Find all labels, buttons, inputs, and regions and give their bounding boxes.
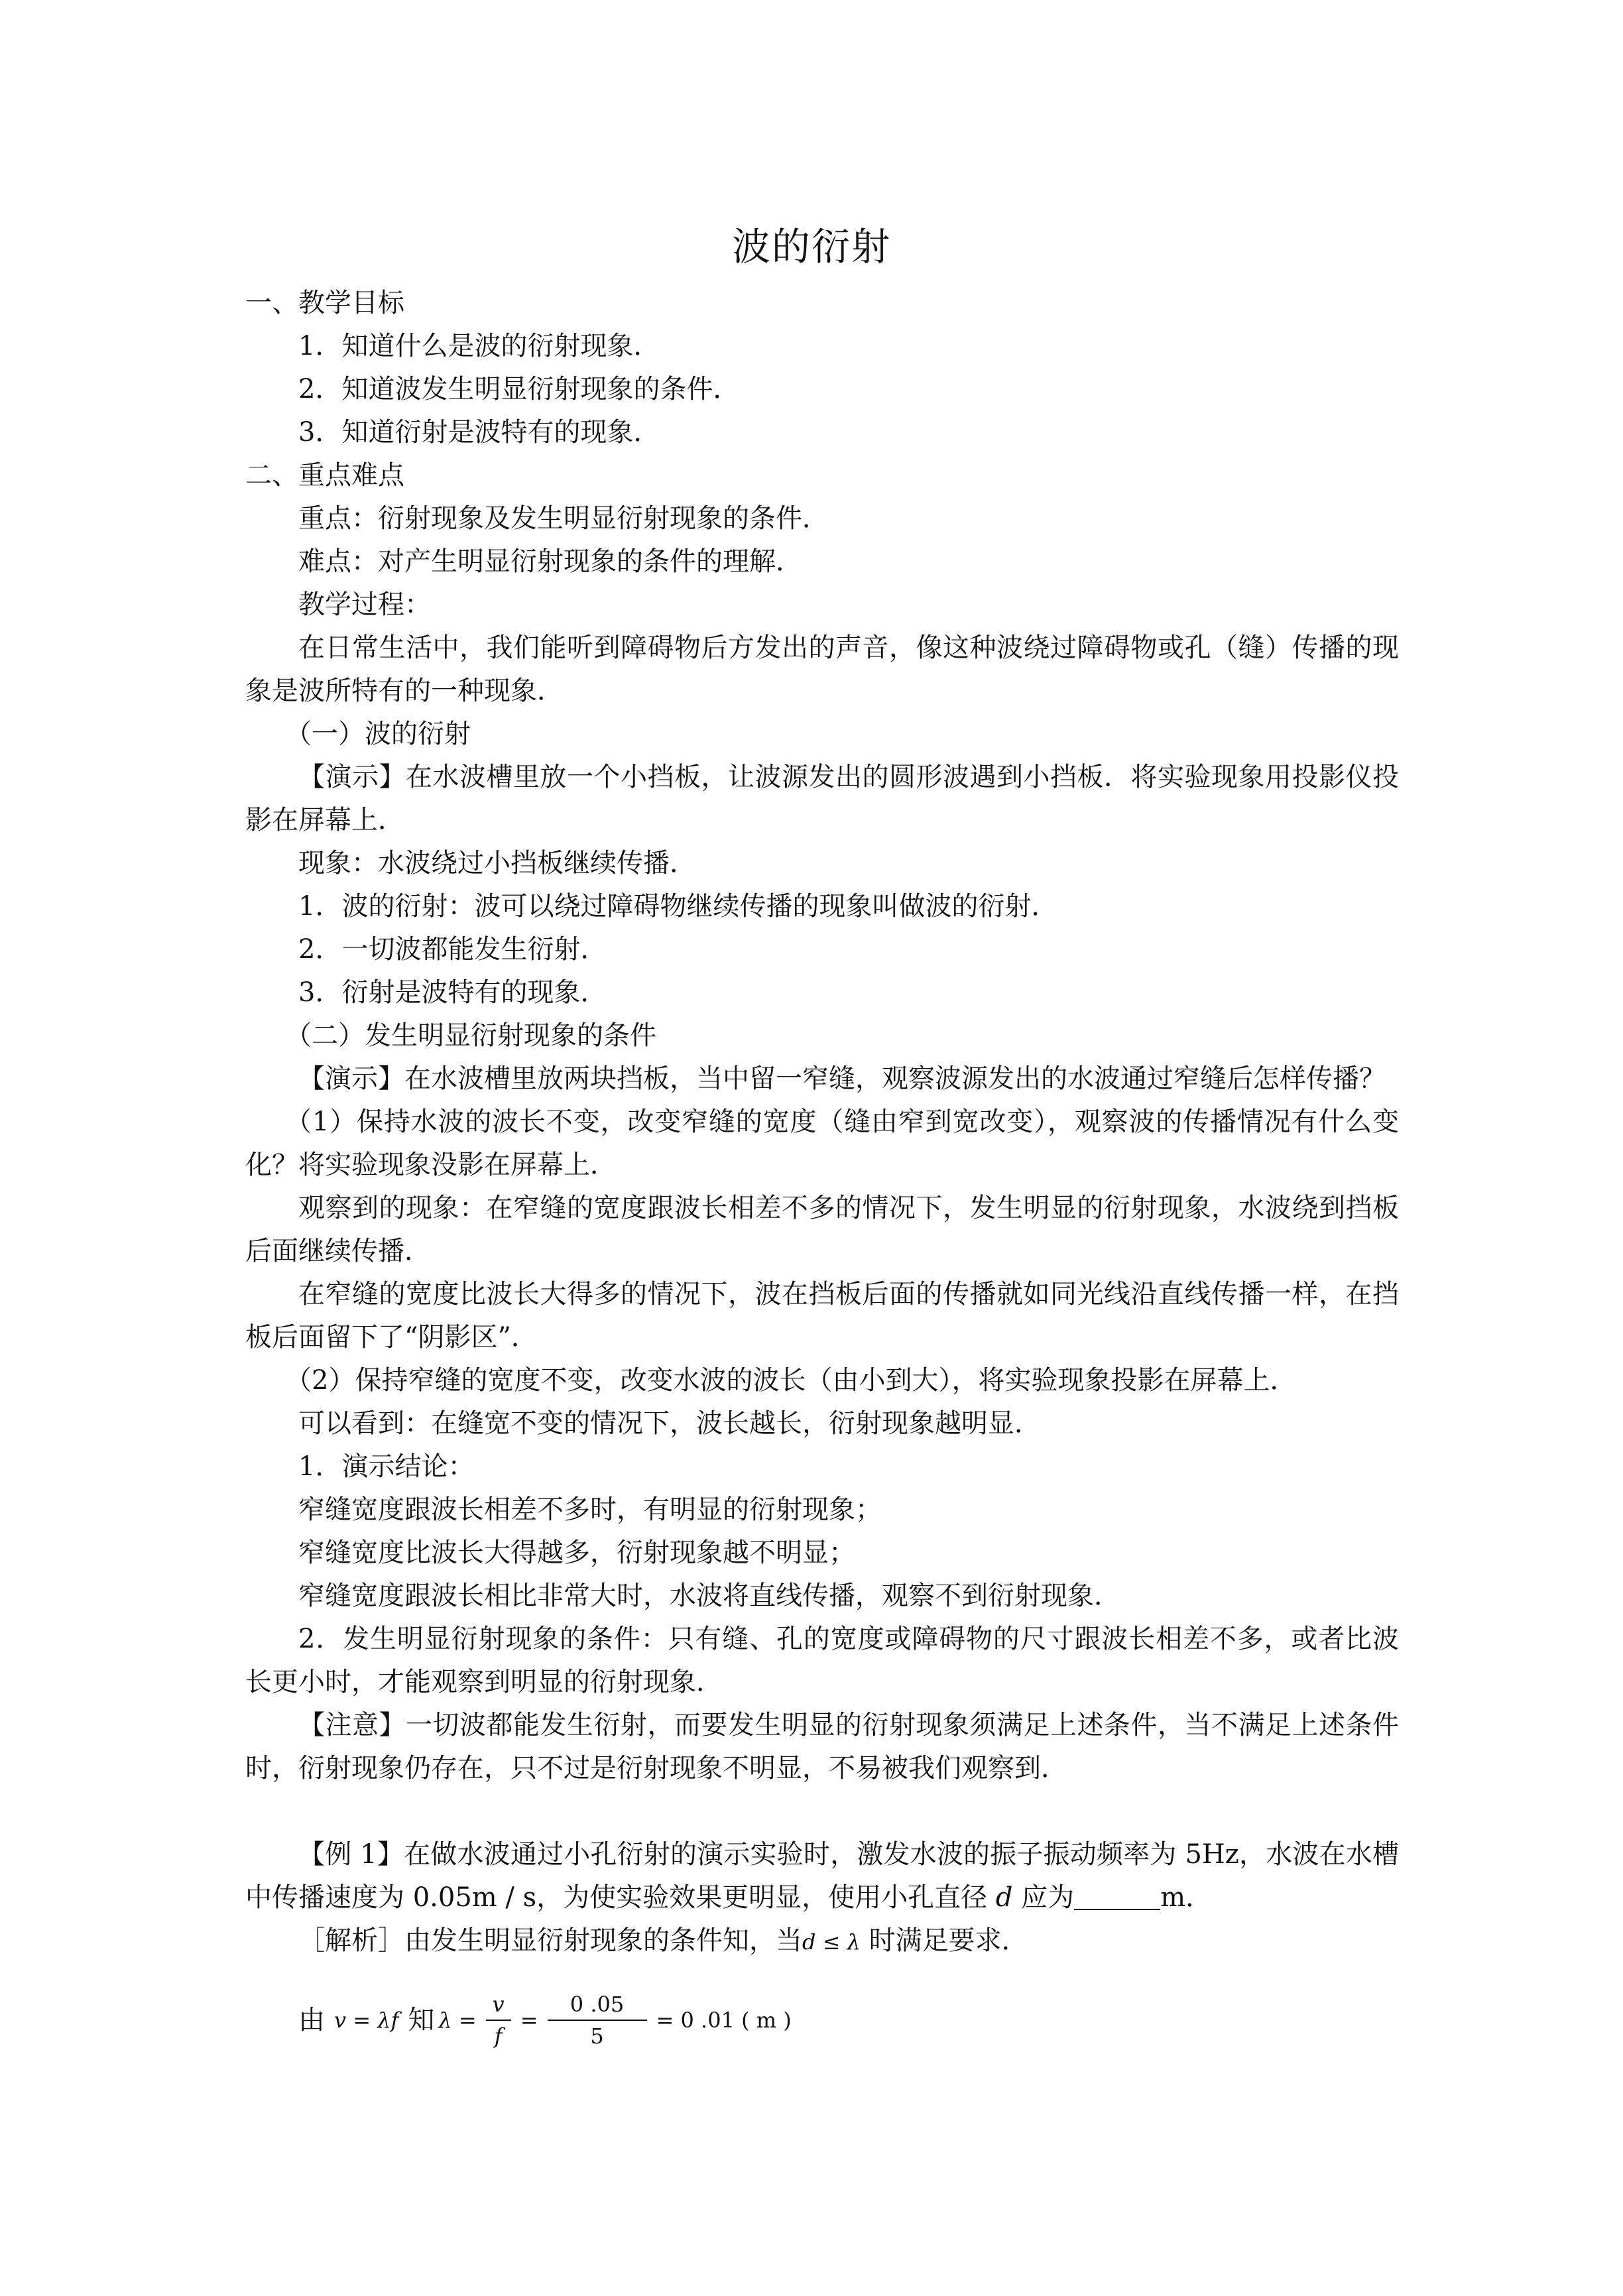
formula-prefix: 由 bbox=[298, 2004, 325, 2035]
analysis-condition: d ≤ λ bbox=[802, 1929, 861, 1955]
analysis-text-a: ［解析］由发生明显衍射现象的条件知，当 bbox=[298, 1925, 802, 1956]
key-point: 重点：衍射现象及发生明显衍射现象的条件． bbox=[298, 503, 829, 534]
section-heading-objectives: 一、教学目标 bbox=[245, 288, 404, 318]
demo-paragraph-2: 【演示】在水波槽里放两块挡板，当中留一窄缝，观察波源发出的水波通过窄缝后怎样传播？ bbox=[298, 1063, 1386, 1094]
shadow-paragraph: 在窄缝的宽度比波长大得多的情况下，波在挡板后面的传播就如同光线沿直线传播一样，在挡板后面留下了“阴影区”． bbox=[245, 1279, 1399, 1353]
section-heading-key-points: 二、重点难点 bbox=[245, 460, 404, 491]
definition-item: 2．一切波都能发生衍射． bbox=[298, 934, 607, 965]
formula-result: = 0 .01 ( m ) bbox=[656, 2007, 792, 2033]
step-2-text: （2）保持窄缝的宽度不变，改变水波的波长（由小到大），将实验现象投影在屏幕上． bbox=[285, 1365, 1297, 1396]
phenomenon-text: 现象：水波绕过小挡板继续传播． bbox=[298, 848, 696, 878]
process-heading: 教学过程： bbox=[298, 589, 431, 620]
note-paragraph: 【注意】一切波都能发生衍射，而要发生明显的衍射现象须满足上述条件，当不满足上述条件时，衍射现象仍存在，只不过是衍射现象不明显，不易被我们观察到． bbox=[245, 1710, 1399, 1783]
formula-lhs: λ = bbox=[438, 2007, 477, 2033]
subsection-heading-1: （一）波的衍射 bbox=[285, 719, 471, 749]
intro-paragraph: 在日常生活中，我们能听到障碍物后方发出的声音，像这种波绕过障碍物或孔（缝）传播的现象是波所特有的一种现象． bbox=[245, 633, 1399, 706]
document-title: 波的衍射 bbox=[731, 224, 891, 269]
formula-block bbox=[245, 1970, 1399, 2070]
formula-eq1: v = λf bbox=[334, 2007, 399, 2033]
difficult-point: 难点：对产生明显衍射现象的条件的理解． bbox=[298, 546, 802, 577]
analysis-text-b: 时满足要求． bbox=[860, 1925, 1028, 1956]
objective-item: 2．知道波发生明显衍射现象的条件． bbox=[298, 374, 740, 404]
formula-equals: = bbox=[520, 2007, 538, 2033]
example-text-part1: 【例 1】在做水波通过小孔衍射的演示实验时，激发水波的振子振动频率为 5Hz，水波在水槽中传播速度为 0.05m / s，为使实验效果更明显，使用小孔直径 bbox=[245, 1839, 1399, 1913]
formula-row bbox=[298, 1970, 792, 2070]
objective-item: 3．知道衍射是波特有的现象． bbox=[298, 417, 660, 448]
fraction-numerator: 0 .05 bbox=[570, 1992, 625, 2017]
condition-paragraph: 2．发生明显衍射现象的条件：只有缝、孔的宽度或障碍物的尺寸跟波长相差不多，或者比波长更小时，才能观察到明显的衍射现象． bbox=[245, 1624, 1399, 1697]
fraction-denominator: f bbox=[494, 2024, 503, 2049]
observation-text: 可以看到：在缝宽不变的情况下，波长越长，衍射现象越明显． bbox=[298, 1408, 1041, 1439]
subsection-heading-2: （二）发生明显衍射现象的条件 bbox=[285, 1020, 656, 1051]
fraction-denominator: 5 bbox=[590, 2024, 604, 2049]
definition-item: 1．波的衍射：波可以绕过障碍物继续传播的现象叫做波的衍射． bbox=[298, 891, 1058, 922]
analysis-line bbox=[245, 1919, 1399, 1964]
example-text-part3: m． bbox=[1160, 1882, 1213, 1913]
definition-item: 3．衍射是波特有的现象． bbox=[298, 977, 607, 1008]
formula-mid: 知 bbox=[408, 2004, 435, 2035]
conclusion-item: 窄缝宽度跟波长相比非常大时，水波将直线传播，观察不到衍射现象． bbox=[298, 1581, 1120, 1611]
conclusion-item: 窄缝宽度比波长大得越多，衍射现象越不明显； bbox=[298, 1538, 855, 1568]
document-body bbox=[245, 282, 1399, 2070]
example-1-paragraph bbox=[245, 1833, 1399, 1919]
conclusion-heading: 1．演示结论： bbox=[298, 1451, 475, 1482]
fraction-values bbox=[548, 1989, 647, 2051]
answer-blank bbox=[1074, 1882, 1160, 1910]
step-1-paragraph: （1）保持水波的波长不变，改变窄缝的宽度（缝由窄到宽改变），观察波的传播情况有什么变化？将实验现象没影在屏幕上． bbox=[245, 1107, 1399, 1180]
variable-d: d bbox=[995, 1882, 1013, 1913]
demo-paragraph-1: 【演示】在水波槽里放一个小挡板，让波源发出的圆形波遇到小挡板．将实验现象用投影仪投影在屏幕上． bbox=[245, 762, 1399, 835]
spacer bbox=[245, 1790, 1399, 1833]
example-text-part2: 应为 bbox=[1012, 1882, 1075, 1913]
conclusion-item: 窄缝宽度跟波长相差不多时，有明显的衍射现象； bbox=[298, 1494, 882, 1525]
observation-paragraph: 观察到的现象：在窄缝的宽度跟波长相差不多的情况下，发生明显的衍射现象，水波绕到挡板后面继续传播． bbox=[245, 1193, 1399, 1266]
fraction-v-over-f bbox=[486, 1989, 511, 2051]
objective-item: 1．知道什么是波的衍射现象． bbox=[298, 331, 660, 361]
fraction-numerator: v bbox=[492, 1992, 505, 2017]
